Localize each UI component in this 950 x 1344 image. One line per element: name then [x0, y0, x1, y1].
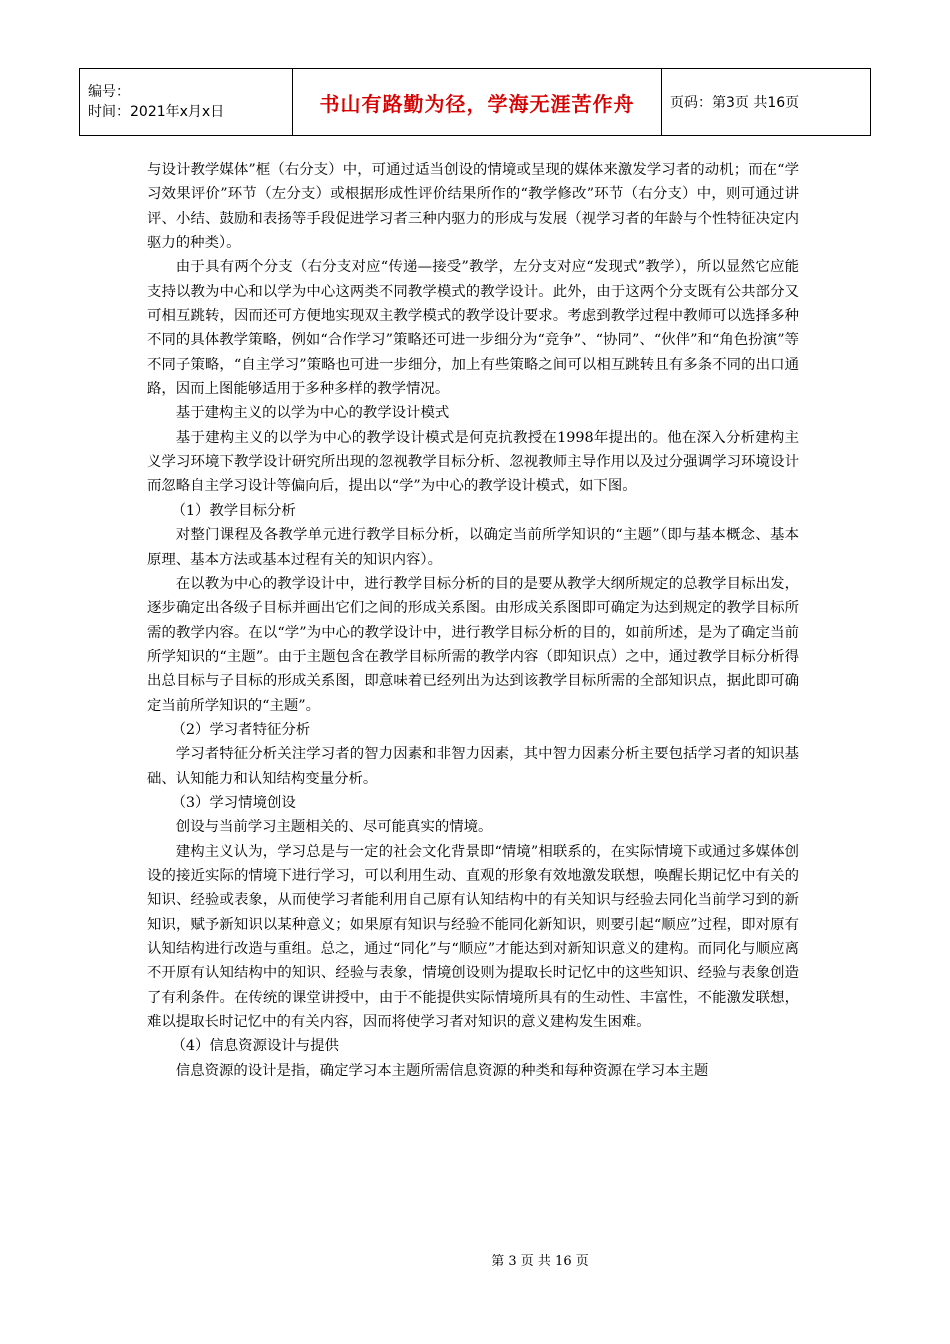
paragraph: 信息资源的设计是指，确定学习本主题所需信息资源的种类和每种资源在学习本主题 — [175, 1062, 709, 1079]
section-heading: 基于建构主义的以学为中心的教学设计模式 — [175, 405, 450, 422]
paragraph: 对整门课程及各教学单元进行教学目标分析，以确定当前所学知识的“主题”（即与基本概念、基本原理、基本方法或基本过程有关的知识内容）。 — [147, 527, 799, 568]
paragraph: 创设与当前学习主题相关的、尽可能真实的情境。 — [175, 819, 493, 836]
subsection-heading: （3）学习情境创设 — [171, 794, 296, 811]
paragraph: 基于建构主义的以学为中心的教学设计模式是何克抗教授在1998年提出的。他在深入分析建构主义学习环境下教学设计研究所出现的忽视教学目标分析、忽视教师主导作用以及过分强调学习环境设计而忽略自主学习设计等偏向后，提出以“学”为中心的教学设计模式，如下图。 — [147, 429, 799, 495]
header-motto: 书山有路勤为径，学海无涯苦作舟 — [293, 69, 662, 136]
paragraph: 学习者特征分析关注学习者的智力因素和非智力因素，其中智力因素分析主要包括学习者的知识基础、认知能力和认知结构变量分析。 — [147, 746, 799, 787]
paragraph: 在以教为中心的教学设计中，进行教学目标分析的目的是要从教学大纲所规定的总教学目标出发，逐步确定出各级子目标并画出它们之间的形成关系图。由形成关系图即可确定为达到规定的教学目标所需的教学内容。在以“学”为中心的教学设计中，进行教学目标分析的目的，如前所述，是为了确定当前所学知识的“主题”。由于主题包含在教学目标所需的教学内容（即知识点）之中，通过教学目标分析得出总目标与子目标的形成关系图，即意味着已经列出为达到该教学目标所需的全部知识点，据此即可确定当前所学知识的“主题”。 — [147, 575, 799, 714]
subsection-heading: （4）信息资源设计与提供 — [171, 1038, 339, 1055]
header-page-info: 页码：第3页 共16页 — [662, 69, 871, 136]
date-label: 时间：2021年x月x日 — [88, 104, 225, 120]
header-meta — [80, 69, 293, 136]
paragraph: 由于具有两个分支（右分支对应“传递—接受”教学，左分支对应“发现式”教学），所以显然它应能支持以教为中心和以学为中心这两类不同教学模式的教学设计。此外，由于这两个分支既有公共部分又可相互跳转，因而还可方便地实现双主教学模式的教学设计要求。考虑到教学过程中教师可以选择多种不同的具体教学策略，例如“合作学习”策略还可进一步细分为“竞争”、“协同”、“伙伴”和“角色扮演”等不同子策略，“自主学习”策略也可进一步细分，加上有些策略之间可以相互跳转且有多条不同的出口通路，因而上图能够适用于多种多样的教学情况。 — [147, 259, 799, 398]
number-label: 编号： — [88, 84, 130, 100]
paragraph: 建构主义认为，学习总是与一定的社会文化背景即“情境”相联系的，在实际情境下或通过多媒体创设的接近实际的情境下进行学习，可以利用生动、直观的形象有效地激发联想，唤醒长期记忆中有关的知识、经验或表象，从而使学习者能利用自己原有认知结构中的有关知识与经验去同化当前学习到的新知识，赋予新知识以某种意义；如果原有知识与经验不能同化新知识，则要引起“顺应”过程，即对原有认知结构进行改造与重组。总之，通过“同化”与“顺应”才能达到对新知识意义的建构。而同化与顺应离不开原有认知结构中的知识、经验与表象，情境创设则为提取长时记忆中的这些知识、经验与表象创造了有利条件。在传统的课堂讲授中，由于不能提供实际情境所具有的生动性、丰富性，不能激发联想，难以提取长时记忆中的有关内容，因而将使学习者对知识的意义建构发生困难。 — [147, 843, 799, 1031]
paragraph: 与设计教学媒体”框（右分支）中，可通过适当创设的情境或呈现的媒体来激发学习者的动机；而在“学习效果评价”环节（左分支）或根据形成性评价结果所作的“教学修改”环节（右分支）中，则可通过讲评、小结、鼓励和表扬等手段促进学习者三种内驱力的形成与发展（视学习者的年龄与个性特征决定内驱力的种类）。 — [147, 162, 799, 252]
subsection-heading: （1）教学目标分析 — [171, 502, 296, 519]
subsection-heading: （2）学习者特征分析 — [171, 721, 311, 738]
page-footer: 第 3 页 共 16 页 — [491, 1254, 589, 1269]
header-table — [79, 68, 871, 136]
document-body — [147, 158, 799, 1083]
